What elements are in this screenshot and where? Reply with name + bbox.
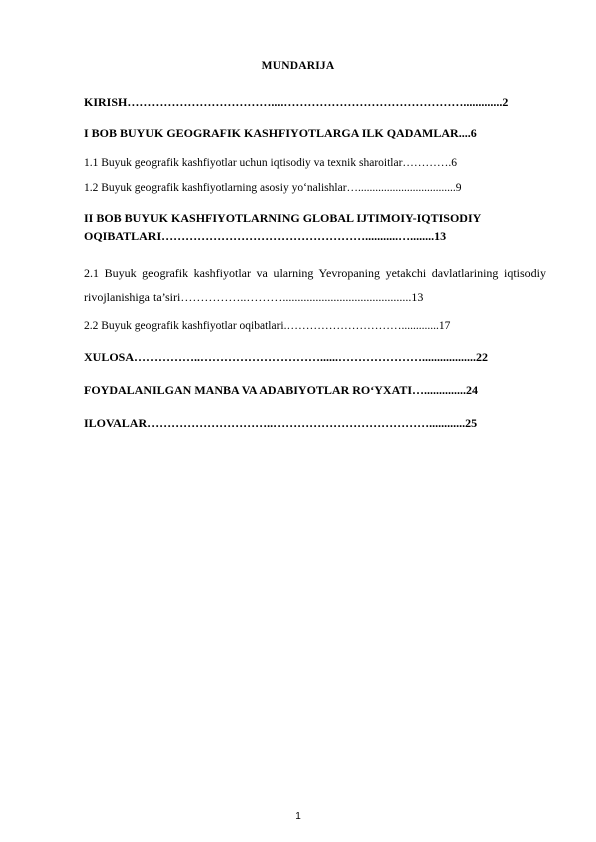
toc-entry-section-1-1: 1.1 Buyuk geografik kashfiyotlar uchun iqtisodiy va texnik sharoitlar………….6	[84, 157, 458, 169]
toc-entry-ilovalar: ILOVALAR…………………………..…………………………………............25	[84, 416, 478, 430]
toc-entry-section-2-1: 2.1 Buyuk geografik kashfiyotlar va ularning Yevropaning yetakchi davlatlarining iqtisodiy rivojlanishiga ta’siri……………..………...........................................13	[84, 266, 546, 304]
page-number: 1	[295, 811, 301, 822]
page-title: MUNDARIJA	[261, 60, 335, 72]
toc-entry-chapter-2: II BOB BUYUK KASHFIYOTLARNING GLOBAL IJTIMOIY-IQTISODIY OQIBATLARI……………………………………………...........…........13	[84, 211, 481, 243]
toc-entry-section-1-2: 1.2 Buyuk geografik kashfiyotlarning asosiy yo‘nalishlar…..................................9	[84, 182, 462, 194]
toc-entry-xulosa: XULOSA……………..…………………………......…………………..................22	[84, 350, 489, 364]
toc-entry-section-2-2: 2.2 Buyuk geografik kashfiyotlar oqibatlari.………………………….............17	[84, 320, 451, 332]
toc-entry-kirish: KIRISH………………………………....……………………………………….............2	[84, 95, 509, 109]
toc-entry-chapter-1: I BOB BUYUK GEOGRAFIK KASHFIYOTLARGA ILK QADAMLAR....6	[84, 126, 477, 140]
toc-entry-references: FOYDALANILGAN MANBA VA ADABIYOTLAR RO‘YXATI…..............24	[84, 383, 479, 397]
